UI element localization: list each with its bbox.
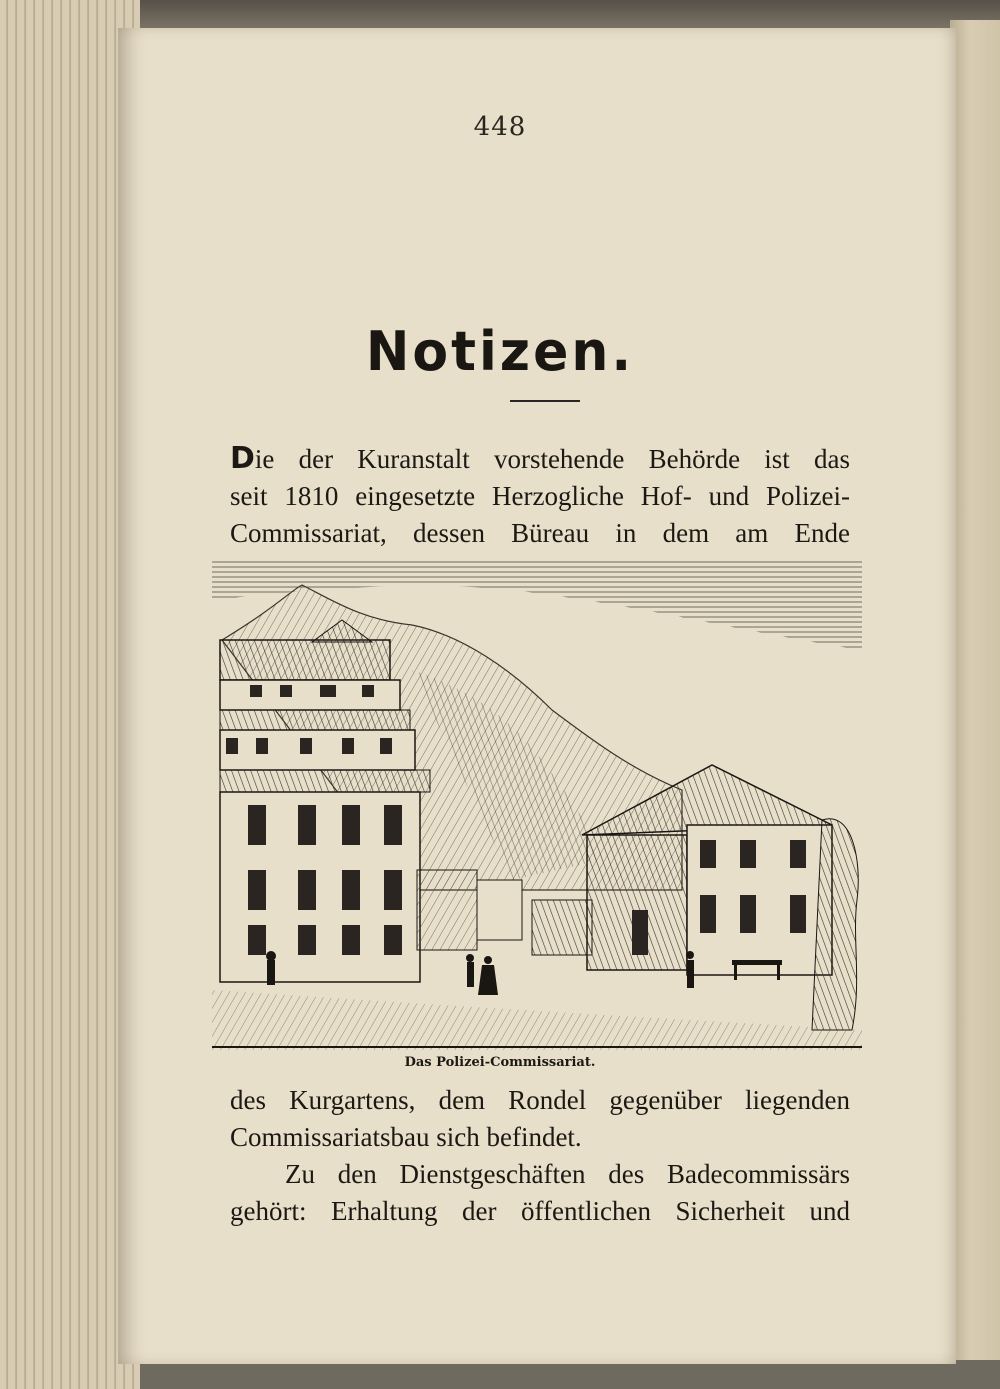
paragraph-3 bbox=[230, 1156, 850, 1230]
paragraph-1-line-3: Commissariat, dessen Büreau in dem am Ende bbox=[230, 518, 850, 548]
paragraph-1 bbox=[230, 440, 850, 552]
paragraph-3-line-2: gehört: Erhaltung der öffentlichen Sicherheit und bbox=[230, 1196, 850, 1226]
paragraph-1-line-2: seit 1810 eingesetzte Herzogliche Hof- und Polizei- bbox=[230, 481, 850, 511]
drop-cap: D bbox=[230, 441, 255, 476]
paragraph-2 bbox=[230, 1082, 850, 1156]
section-heading: Notizen. bbox=[365, 320, 635, 384]
paragraph-2-line-2: Commissariatsbau sich befindet. bbox=[230, 1122, 582, 1152]
illustration-caption: Das Polizei-Commissariat. bbox=[404, 1055, 596, 1070]
heading-rule bbox=[510, 400, 580, 402]
page-number: 448 bbox=[473, 112, 527, 142]
facing-page-edge bbox=[950, 20, 1000, 1360]
paragraph-2-line-1: des Kurgartens, dem Rondel gegenüber liegenden bbox=[230, 1085, 850, 1115]
paragraph-3-line-1: Zu den Dienstgeschäften des Badecommissärs bbox=[285, 1159, 850, 1189]
engraving-illustration bbox=[212, 560, 862, 1050]
paragraph-1-line-1: Die der Kuranstalt vorstehende Behörde ist das bbox=[230, 441, 850, 476]
